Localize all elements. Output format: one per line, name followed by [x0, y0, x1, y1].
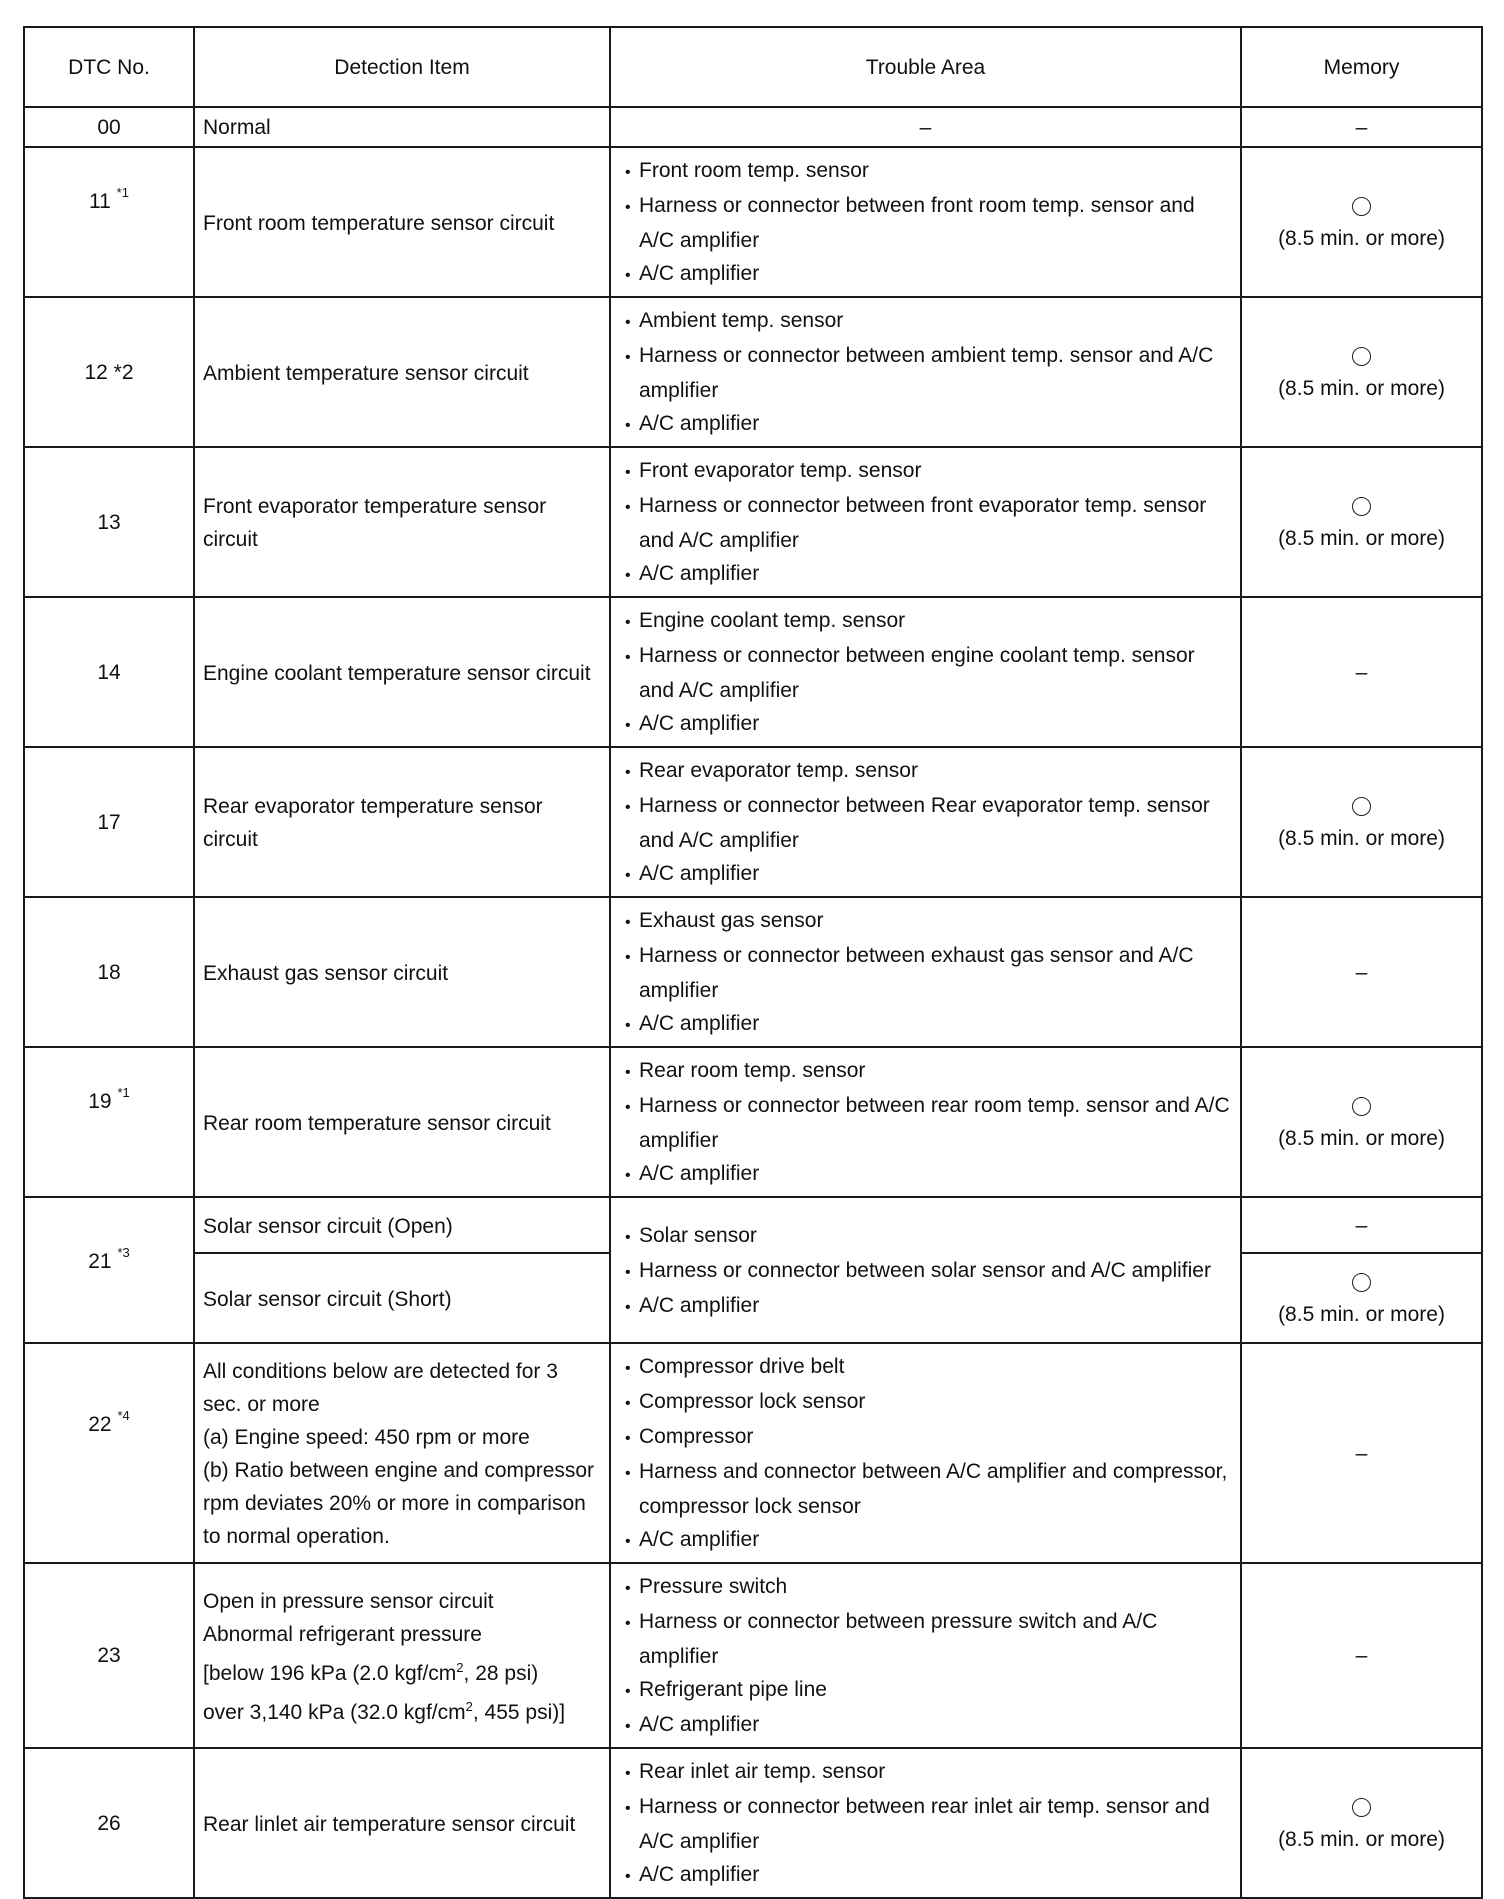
- list-item: • Exhaust gas sensor: [619, 904, 1232, 939]
- memory: (8.5 min. or more): [1241, 1253, 1482, 1343]
- detection-item: Exhaust gas sensor circuit: [194, 897, 610, 1047]
- list-item: • A/C amplifier: [619, 857, 1232, 892]
- detection-item: Rear room temperature sensor circuit: [194, 1047, 610, 1197]
- list-item: • Harness and connector between A/C amplifier and compressor, compressor lock sensor: [619, 1455, 1232, 1523]
- list-item: • Rear room temp. sensor: [619, 1054, 1232, 1089]
- list-item: • Solar sensor: [619, 1219, 1232, 1254]
- memory: –: [1241, 107, 1482, 147]
- dtc-number: 12 *2: [24, 297, 194, 447]
- table-row: [24, 1197, 1482, 1253]
- table-row: [24, 107, 1482, 147]
- circle-icon: [1352, 797, 1371, 816]
- trouble-area: [610, 447, 1241, 597]
- list-item: • Pressure switch: [619, 1570, 1232, 1605]
- dtc-number: 21 $^{*3}$: [24, 1197, 194, 1343]
- list-item: • A/C amplifier: [619, 407, 1232, 442]
- memory: (8.5 min. or more): [1241, 147, 1482, 297]
- header-row: [24, 27, 1482, 107]
- table-row: [24, 147, 1482, 297]
- header-dtc-no: DTC No.: [24, 27, 194, 107]
- table-row: [24, 1748, 1482, 1898]
- detection-item: Rear linlet air temperature sensor circuit: [194, 1748, 610, 1898]
- circle-icon: [1352, 1273, 1371, 1292]
- memory: –: [1241, 597, 1482, 747]
- table-row: [24, 1047, 1482, 1197]
- list-item: • Harness or connector between front room temp. sensor and A/C amplifier: [619, 189, 1232, 257]
- trouble-area: [610, 1563, 1241, 1748]
- table-row: [24, 1343, 1482, 1563]
- dtc-number: 14: [24, 597, 194, 747]
- list-item: • A/C amplifier: [619, 257, 1232, 292]
- list-item: • Compressor drive belt: [619, 1350, 1232, 1385]
- circle-icon: [1352, 1798, 1371, 1817]
- list-item: • A/C amplifier: [619, 707, 1232, 742]
- trouble-area: [610, 597, 1241, 747]
- detection-item: Open in pressure sensor circuit Abnormal refrigerant pressure [below 196 kPa (2.0 kgf/$cm^2$, 28 psi) over 3,140 kPa (32.0 kgf/$cm^2$, 455 psi)]: [194, 1563, 610, 1748]
- trouble-area: [610, 147, 1241, 297]
- list-item: • Harness or connector between rear inlet air temp. sensor and A/C amplifier: [619, 1790, 1232, 1858]
- memory: (8.5 min. or more): [1241, 447, 1482, 597]
- table-row: [24, 897, 1482, 1047]
- list-item: • Compressor lock sensor: [619, 1385, 1232, 1420]
- trouble-area: [610, 1748, 1241, 1898]
- list-item: • Rear evaporator temp. sensor: [619, 754, 1232, 789]
- dtc-number: 26: [24, 1748, 194, 1898]
- circle-icon: [1352, 347, 1371, 366]
- dtc-table: [23, 26, 1483, 1899]
- memory: (8.5 min. or more): [1241, 747, 1482, 897]
- trouble-area: [610, 1047, 1241, 1197]
- detection-item: All conditions below are detected for 3 sec. or more (a) Engine speed: 450 rpm or more (b) Ratio between engine and compressor rpm deviates 20% or more in comparison to normal operation.: [194, 1343, 610, 1563]
- trouble-area: [610, 897, 1241, 1047]
- dtc-number: 11 $^{*1}$: [24, 147, 194, 297]
- trouble-area: [610, 1343, 1241, 1563]
- list-item: • A/C amplifier: [619, 1157, 1232, 1192]
- circle-icon: [1352, 497, 1371, 516]
- detection-item: Solar sensor circuit (Open): [194, 1197, 610, 1253]
- list-item: • A/C amplifier: [619, 1708, 1232, 1743]
- list-item: • Ambient temp. sensor: [619, 304, 1232, 339]
- detection-item: Engine coolant temperature sensor circuit: [194, 597, 610, 747]
- list-item: • Rear inlet air temp. sensor: [619, 1755, 1232, 1790]
- detection-item: Ambient temperature sensor circuit: [194, 297, 610, 447]
- list-item: • Refrigerant pipe line: [619, 1673, 1232, 1708]
- detection-item: Front room temperature sensor circuit: [194, 147, 610, 297]
- list-item: • Harness or connector between rear room temp. sensor and A/C amplifier: [619, 1089, 1232, 1157]
- circle-icon: [1352, 197, 1371, 216]
- list-item: • Front room temp. sensor: [619, 154, 1232, 189]
- memory: –: [1241, 897, 1482, 1047]
- trouble-area: [610, 297, 1241, 447]
- list-item: • Front evaporator temp. sensor: [619, 454, 1232, 489]
- memory: –: [1241, 1563, 1482, 1748]
- list-item: • Harness or connector between front evaporator temp. sensor and A/C amplifier: [619, 489, 1232, 557]
- circle-icon: [1352, 1097, 1371, 1116]
- header-memory: Memory: [1241, 27, 1482, 107]
- memory: –: [1241, 1197, 1482, 1253]
- dtc-number: 13: [24, 447, 194, 597]
- list-item: • Harness or connector between pressure switch and A/C amplifier: [619, 1605, 1232, 1673]
- list-item: • Engine coolant temp. sensor: [619, 604, 1232, 639]
- dtc-number: 18: [24, 897, 194, 1047]
- trouble-area: [610, 747, 1241, 897]
- list-item: • A/C amplifier: [619, 1858, 1232, 1893]
- table-row: [24, 447, 1482, 597]
- list-item: • Harness or connector between ambient temp. sensor and A/C amplifier: [619, 339, 1232, 407]
- header-detection-item: Detection Item: [194, 27, 610, 107]
- dtc-number: 23: [24, 1563, 194, 1748]
- detection-item: Front evaporator temperature sensor circuit: [194, 447, 610, 597]
- table-row: [24, 597, 1482, 747]
- detection-item: Normal: [194, 107, 610, 147]
- list-item: • Compressor: [619, 1420, 1232, 1455]
- detection-item: Rear evaporator temperature sensor circuit: [194, 747, 610, 897]
- list-item: • A/C amplifier: [619, 1523, 1232, 1558]
- dtc-number: 00: [24, 107, 194, 147]
- dtc-number: 22 $^{*4}$: [24, 1343, 194, 1563]
- detection-item: Solar sensor circuit (Short): [194, 1253, 610, 1343]
- memory: (8.5 min. or more): [1241, 297, 1482, 447]
- memory: (8.5 min. or more): [1241, 1748, 1482, 1898]
- list-item: • Harness or connector between engine coolant temp. sensor and A/C amplifier: [619, 639, 1232, 707]
- memory: –: [1241, 1343, 1482, 1563]
- list-item: • Harness or connector between Rear evaporator temp. sensor and A/C amplifier: [619, 789, 1232, 857]
- dtc-number: 17: [24, 747, 194, 897]
- table-row: [24, 297, 1482, 447]
- trouble-area: –: [610, 107, 1241, 147]
- dtc-number: 19 $^{*1}$: [24, 1047, 194, 1197]
- header-trouble-area: Trouble Area: [610, 27, 1241, 107]
- table-row: [24, 747, 1482, 897]
- list-item: • A/C amplifier: [619, 1289, 1232, 1324]
- trouble-area: [610, 1197, 1241, 1343]
- memory: (8.5 min. or more): [1241, 1047, 1482, 1197]
- list-item: • Harness or connector between solar sensor and A/C amplifier: [619, 1254, 1232, 1289]
- list-item: • A/C amplifier: [619, 557, 1232, 592]
- list-item: • Harness or connector between exhaust gas sensor and A/C amplifier: [619, 939, 1232, 1007]
- list-item: • A/C amplifier: [619, 1007, 1232, 1042]
- table-row: [24, 1563, 1482, 1748]
